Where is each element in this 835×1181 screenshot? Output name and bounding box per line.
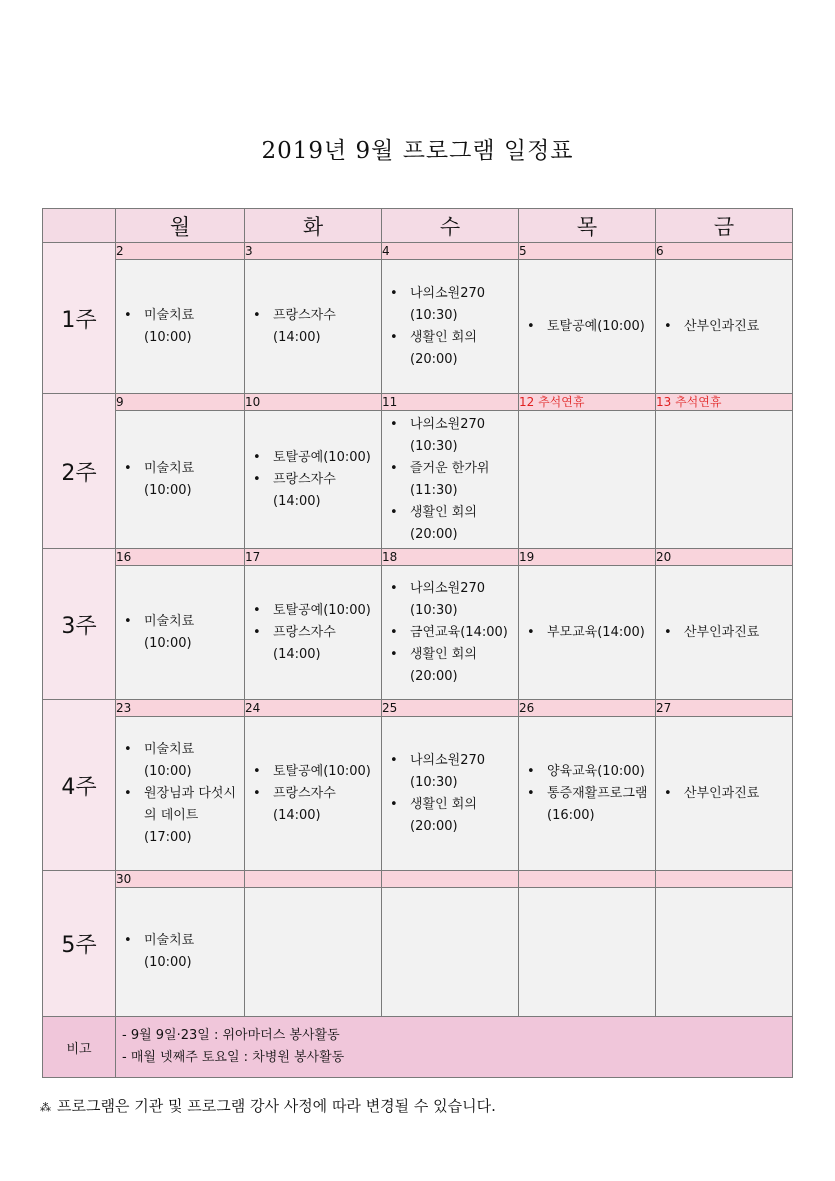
event-item: • 미술치료(10:00) [116,739,244,783]
event-list [519,761,655,827]
event-item: • 산부인과진료 [656,783,792,805]
event-list [116,611,244,655]
date-number [519,871,656,888]
date-number: 19 [519,549,656,566]
event-list [245,761,381,827]
date-number: 6 [656,243,793,260]
week-date-row [43,871,793,888]
event-list [245,600,381,666]
date-number: 20 [656,549,793,566]
event-list [519,316,655,338]
event-item: • 산부인과진료 [656,316,792,338]
day-cell [382,566,519,700]
event-item: • 원장님과 다섯시의 데이트(17:00) [116,783,244,849]
date-number: 23 [116,700,245,717]
day-cell [656,260,793,394]
date-number: 3 [245,243,382,260]
day-cell [519,888,656,1017]
date-number: 25 [382,700,519,717]
event-item: • 나의소원270 (10:30) [382,283,518,327]
date-number: 16 [116,549,245,566]
day-cell [519,566,656,700]
date-number [656,871,793,888]
date-number: 13 추석연휴 [656,394,793,411]
weekday-header: 화 [245,209,382,243]
date-number: 2 [116,243,245,260]
day-cell [656,888,793,1017]
event-list [116,458,244,502]
week-events-row [43,411,793,549]
footnote [40,1095,496,1116]
day-cell [656,566,793,700]
event-item: • 부모교육(14:00) [519,622,655,644]
event-item: • 미술치료(10:00) [116,930,244,974]
date-number: 24 [245,700,382,717]
weekday-header: 목 [519,209,656,243]
day-cell [245,411,382,549]
event-item: • 생활인 회의 (20:00) [382,502,518,546]
day-cell [245,888,382,1017]
event-item: • 토탈공예(10:00) [245,447,381,469]
date-number: 30 [116,871,245,888]
date-number: 9 [116,394,245,411]
day-cell [656,411,793,549]
day-cell [116,717,245,871]
event-item: • 미술치료(10:00) [116,611,244,655]
day-cell [116,411,245,549]
weekday-header: 수 [382,209,519,243]
event-item: • 프랑스자수(14:00) [245,305,381,349]
week-events-row [43,566,793,700]
notes-label: 비고 [43,1017,116,1078]
event-item: • 즐거운 한가위 (11:30) [382,458,518,502]
event-list [116,305,244,349]
page-title: 2019년 9월 프로그램 일정표 [261,138,574,164]
date-number [382,871,519,888]
week-date-row [43,700,793,717]
event-item: • 미술치료(10:00) [116,458,244,502]
event-list [116,739,244,849]
day-cell [116,888,245,1017]
event-item: • 토탈공예(10:00) [245,761,381,783]
event-item: • 미술치료(10:00) [116,305,244,349]
day-cell [382,411,519,549]
week-date-row [43,549,793,566]
event-item: • 프랑스자수(14:00) [245,469,381,513]
note-line: - 매월 넷째주 토요일 : 차병원 봉사활동 [122,1050,345,1065]
date-number: 4 [382,243,519,260]
date-number: 10 [245,394,382,411]
date-number [245,871,382,888]
event-list [519,622,655,644]
week-label: 5주 [43,871,116,1017]
notes-row [43,1017,793,1078]
event-list [656,316,792,338]
event-list [656,783,792,805]
week-label: 1주 [43,243,116,394]
event-item: • 통증재활프로그램 (16:00) [519,783,655,827]
event-item: • 나의소원270 (10:30) [382,578,518,622]
asterism-icon: ⁂ [40,1101,51,1114]
event-list [656,622,792,644]
event-list [245,305,381,349]
event-item: • 토탈공예(10:00) [519,316,655,338]
week-label: 3주 [43,549,116,700]
event-list [382,750,518,838]
event-item: • 생활인 회의 (20:00) [382,327,518,371]
schedule-table [42,208,793,1078]
event-item: • 생활인 회의 (20:00) [382,644,518,688]
week-label: 2주 [43,394,116,549]
week-label: 4주 [43,700,116,871]
event-list [116,930,244,974]
event-list [382,283,518,371]
event-list [245,447,381,513]
note-line: - 9월 9일·23일 : 위아마더스 봉사활동 [122,1028,340,1043]
day-cell [245,566,382,700]
event-item: • 토탈공예(10:00) [245,600,381,622]
week-events-row [43,260,793,394]
week-events-row [43,888,793,1017]
day-cell [116,260,245,394]
event-item: • 나의소원270 (10:30) [382,750,518,794]
day-cell [519,260,656,394]
header-corner [43,209,116,243]
date-number: 11 [382,394,519,411]
day-cell [245,260,382,394]
day-cell [382,717,519,871]
date-number: 26 [519,700,656,717]
date-number: 5 [519,243,656,260]
weekday-header: 금 [656,209,793,243]
event-item: • 프랑스자수(14:00) [245,622,381,666]
event-item: • 금연교육(14:00) [382,622,518,644]
day-cell [656,717,793,871]
day-cell [382,888,519,1017]
event-list [382,414,518,546]
date-number: 17 [245,549,382,566]
day-cell [519,717,656,871]
event-item: • 나의소원270 (10:30) [382,414,518,458]
weekday-header: 월 [116,209,245,243]
week-date-row [43,243,793,260]
event-item: • 프랑스자수(14:00) [245,783,381,827]
day-cell [519,411,656,549]
date-number: 27 [656,700,793,717]
weekday-header-row [43,209,793,243]
event-item: • 산부인과진료 [656,622,792,644]
week-events-row [43,717,793,871]
event-item: • 생활인 회의 (20:00) [382,794,518,838]
date-number: 18 [382,549,519,566]
footnote-text: 프로그램은 기관 및 프로그램 강사 사정에 따라 변경될 수 있습니다. [57,1097,496,1115]
notes-content [116,1017,793,1078]
day-cell [116,566,245,700]
event-item: • 양육교육(10:00) [519,761,655,783]
day-cell [382,260,519,394]
event-list [382,578,518,688]
day-cell [245,717,382,871]
week-date-row [43,394,793,411]
date-number: 12 추석연휴 [519,394,656,411]
